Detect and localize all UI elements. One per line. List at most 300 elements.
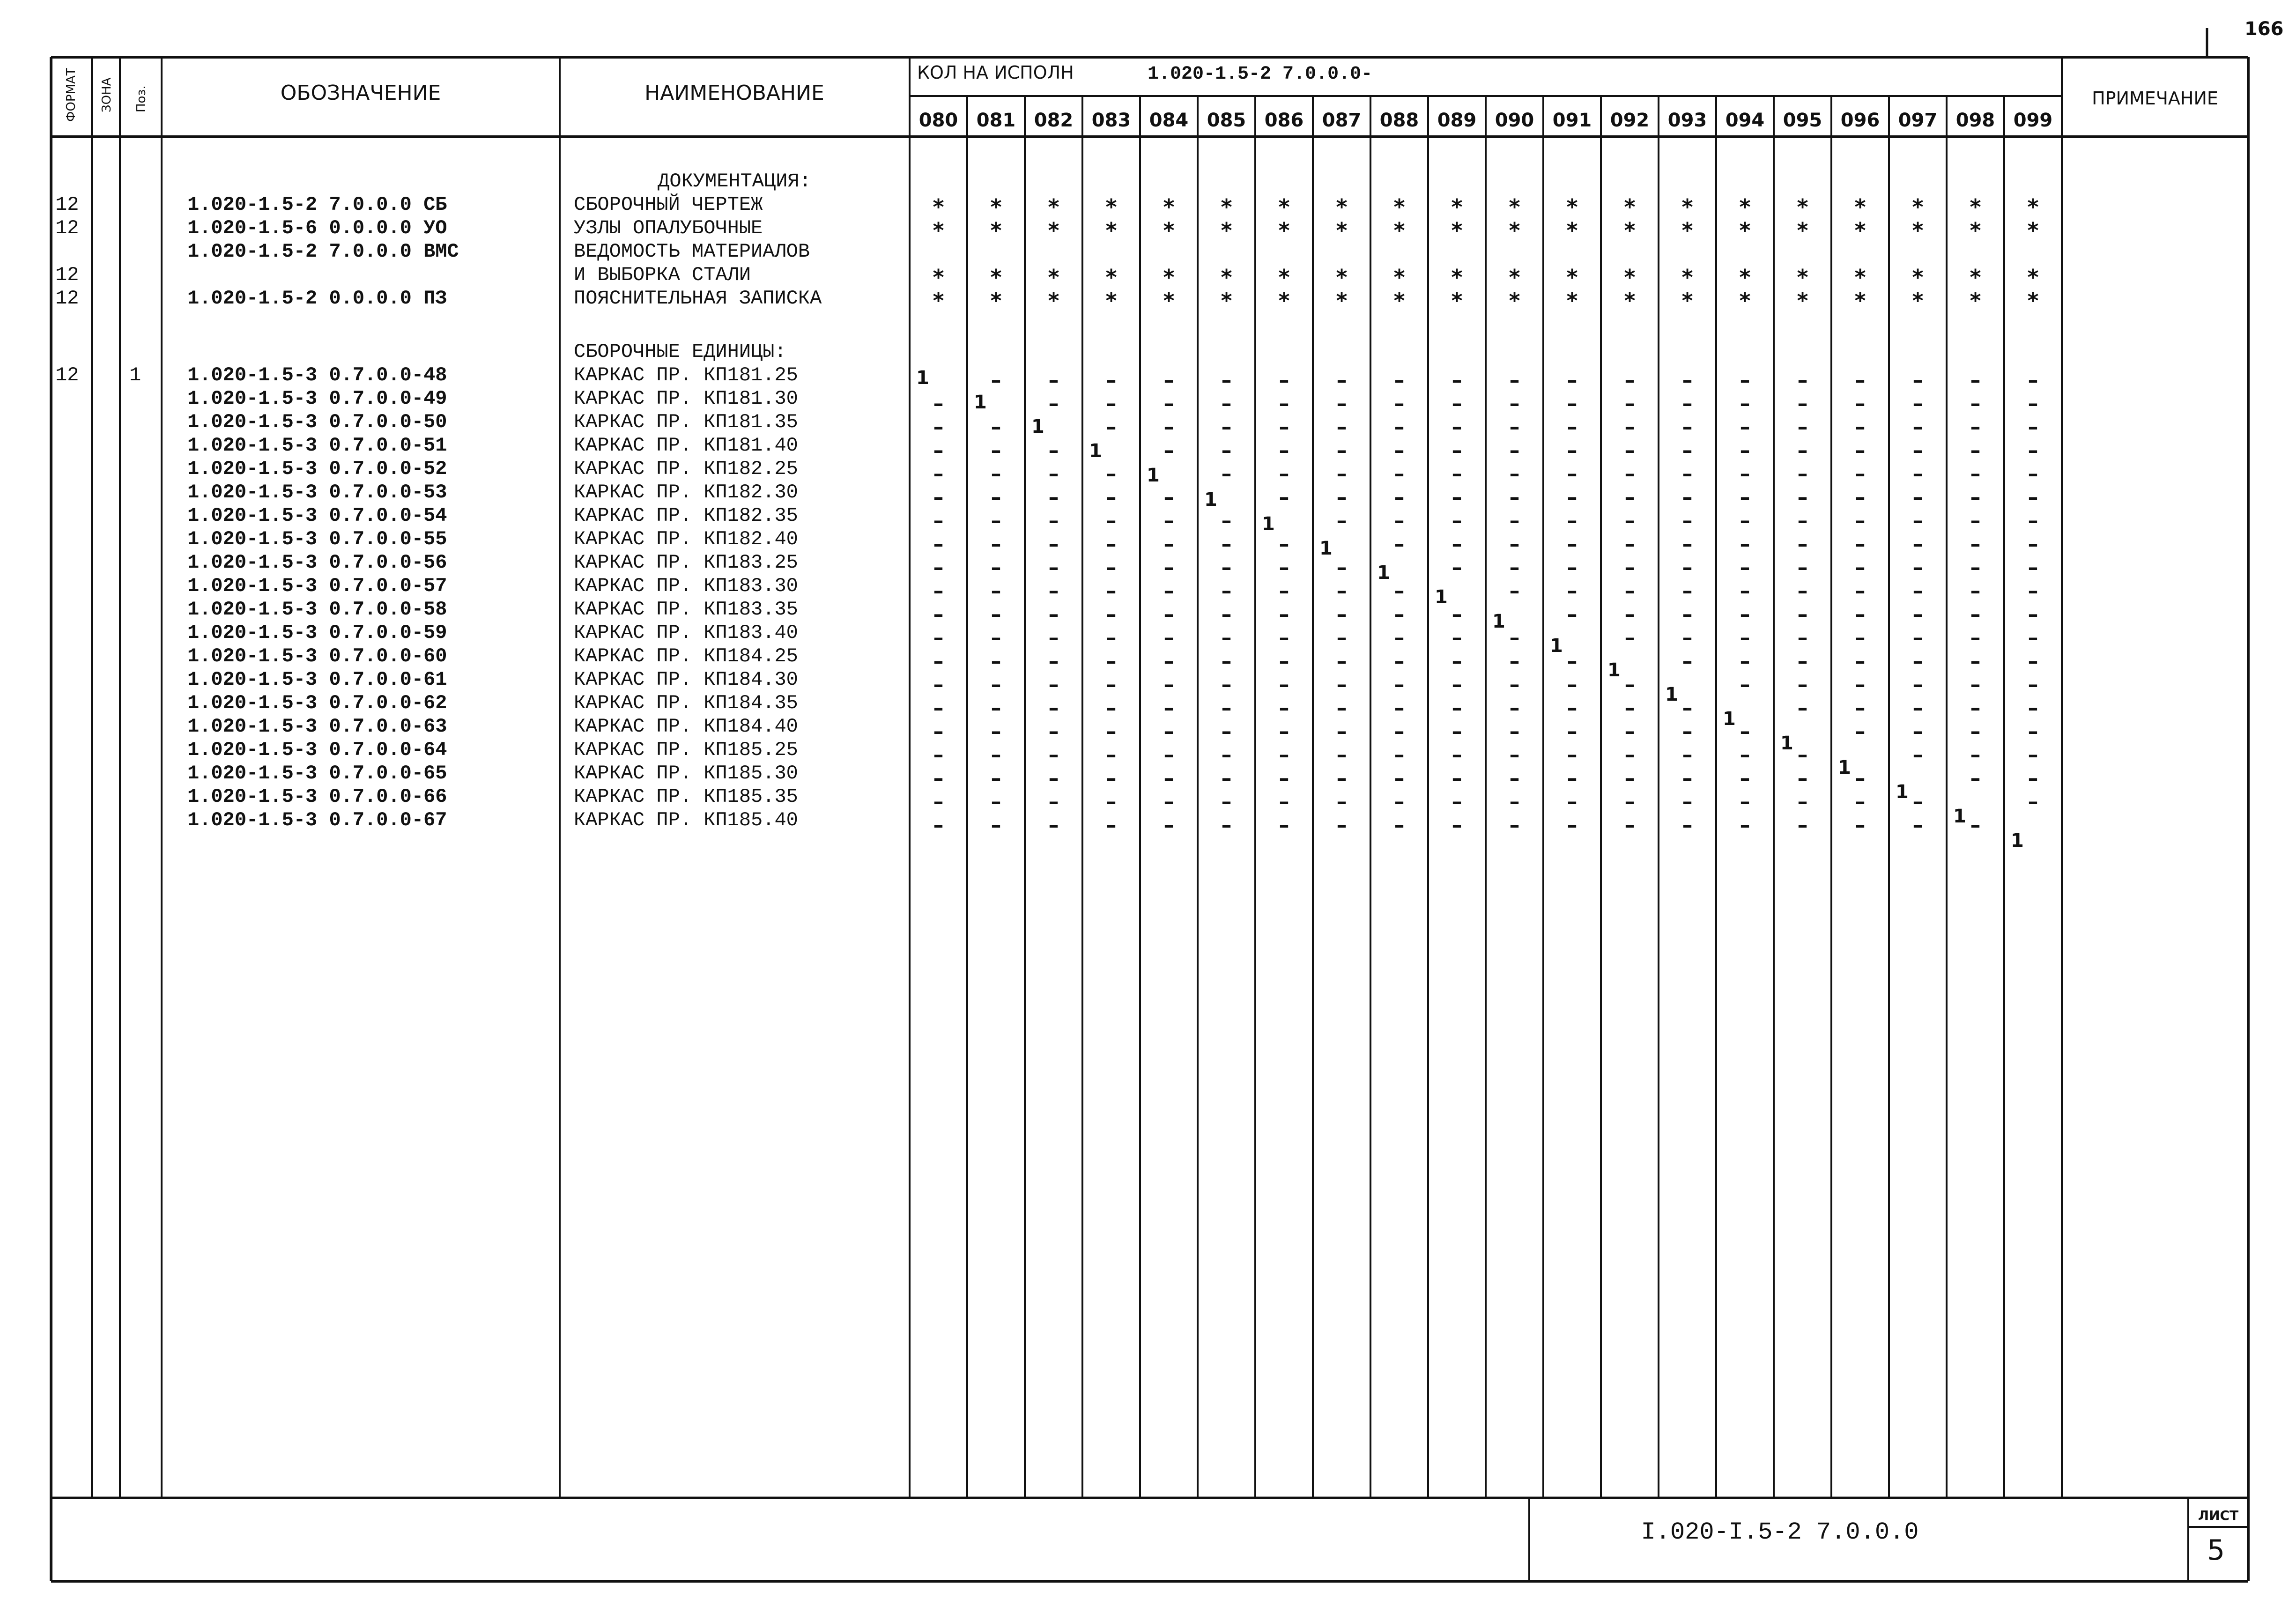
qty-none: – [1336,462,1347,486]
qty-none: – [933,532,944,556]
row-designation: 1.020-1.5-3 0.7.0.0-58 [187,598,447,621]
qty-none: – [1048,555,1059,579]
row-name: КАРКАС ПР. КП185.40 [574,809,798,831]
qty-none: – [1394,485,1405,509]
qty-none: – [1394,462,1405,486]
qty-none: – [1452,719,1462,743]
qty-none: – [1279,813,1289,837]
qty-none: – [1912,555,1923,579]
qty-none: – [1740,602,1750,626]
qty-mark: * [1336,218,1348,243]
row-designation: 1.020-1.5-3 0.7.0.0-50 [187,411,447,433]
qty-none: – [1106,649,1117,673]
qty-mark: * [1970,265,1981,290]
qty-one: 1 [1780,733,1793,754]
qty-none: – [1509,719,1520,743]
qty-none: – [1163,438,1174,462]
qty-none: – [1394,696,1405,720]
variant-header: 096 [1840,110,1880,131]
qty-none: – [1336,438,1347,462]
qty-none: – [1567,532,1578,556]
qty-none: – [1452,649,1462,673]
qty-none: – [1624,766,1635,790]
qty-mark: * [1912,218,1924,243]
qty-mark: * [1797,265,1808,290]
qty-none: – [1797,415,1808,439]
qty-none: – [1970,509,1981,533]
qty-none: – [1394,509,1405,533]
qty-none: – [2028,626,2038,650]
qty-none: – [1394,438,1405,462]
qty-mark: * [2027,218,2039,243]
qty-mark: * [990,288,1002,313]
row-designation: 1.020-1.5-3 0.7.0.0-67 [187,809,447,831]
qty-mark: * [1509,288,1520,313]
qty-none: – [1163,392,1174,415]
qty-none: – [1509,649,1520,673]
qty-none: – [1106,532,1117,556]
qty-none: – [1624,555,1635,579]
qty-none: – [1106,368,1117,392]
qty-none: – [1970,462,1981,486]
qty-none: – [1740,813,1750,837]
qty-none: – [1912,602,1923,626]
qty-none: – [1221,438,1232,462]
qty-none: – [1452,532,1462,556]
qty-none: – [1509,532,1520,556]
qty-mark: * [2027,194,2039,220]
qty-none: – [1106,743,1117,767]
qty-mark: * [1221,194,1232,220]
qty-none: – [2028,438,2038,462]
qty-none: – [1912,790,1923,814]
qty-none: – [1970,532,1981,556]
row-designation: 1.020-1.5-3 0.7.0.0-56 [187,551,447,574]
qty-mark: * [990,265,1002,290]
qty-none: – [1682,532,1693,556]
qty-none: – [1567,790,1578,814]
variant-header: 098 [1955,110,1995,131]
qty-none: – [1624,673,1635,696]
qty-mark: * [933,265,944,290]
qty-none: – [1624,485,1635,509]
qty-none: – [1452,790,1462,814]
qty-mark: * [1854,288,1866,313]
qty-mark: * [1105,265,1117,290]
qty-mark: * [1854,265,1866,290]
qty-none: – [1970,368,1981,392]
row-name: КАРКАС ПР. КП184.40 [574,715,798,738]
qty-none: – [1279,368,1289,392]
row-designation: 1.020-1.5-3 0.7.0.0-57 [187,575,447,597]
qty-none: – [1221,673,1232,696]
qty-none: – [1797,509,1808,533]
variant-header: 097 [1898,110,1938,131]
qty-one: 1 [1089,440,1102,462]
qty-none: – [1567,766,1578,790]
qty-none: – [1048,673,1059,696]
qty-none: – [933,602,944,626]
qty-mark: * [1624,218,1636,243]
qty-none: – [1682,766,1693,790]
qty-none: – [1163,579,1174,603]
qty-none: – [1912,392,1923,415]
qty-none: – [1221,696,1232,720]
qty-none: – [1163,532,1174,556]
sheet-label: ЛИСТ [2198,1508,2239,1523]
qty-none: – [1452,555,1462,579]
qty-one: 1 [1319,538,1333,559]
qty-mark: * [1105,194,1117,220]
documentation-rows [55,170,822,310]
qty-none: – [1855,532,1866,556]
qty-one: 1 [1435,586,1448,608]
qty-mark: * [1278,218,1290,243]
row-name: КАРКАС ПР. КП183.30 [574,575,798,597]
qty-mark: * [1509,194,1520,220]
qty-none: – [1970,673,1981,696]
qty-one: 1 [1031,416,1044,437]
qty-mark: * [1566,194,1578,220]
qty-none: – [1221,509,1232,533]
qty-none: – [1106,696,1117,720]
qty-none: – [1452,509,1462,533]
variant-header: 091 [1552,110,1592,131]
qty-none: – [1452,813,1462,837]
qty-none: – [933,509,944,533]
qty-none: – [1912,743,1923,767]
variant-header: 083 [1091,110,1131,131]
qty-none: – [1279,649,1289,673]
qty-none: – [1682,602,1693,626]
qty-none: – [1567,438,1578,462]
qty-none: – [1048,719,1059,743]
qty-none: – [1163,415,1174,439]
qty-none: – [1279,602,1289,626]
qty-none: – [1682,555,1693,579]
variant-header: 081 [976,110,1016,131]
header-designation: ОБОЗНАЧЕНИЕ [280,81,441,105]
qty-none: – [1221,415,1232,439]
qty-none: – [1624,509,1635,533]
qty-one: 1 [1723,708,1736,730]
qty-none: – [1452,602,1462,626]
qty-none: – [1336,649,1347,673]
qty-one: 1 [1262,513,1275,535]
qty-none: – [1855,509,1866,533]
row-name: УЗЛЫ ОПАЛУБОЧНЫЕ [574,217,763,239]
qty-none: – [1682,509,1693,533]
qty-none: – [1106,415,1117,439]
qty-none: – [1970,579,1981,603]
qty-none: – [1797,626,1808,650]
qty-none: – [1279,673,1289,696]
qty-none: – [2028,368,2038,392]
row-name: КАРКАС ПР. КП185.30 [574,762,798,785]
qty-none: – [1336,392,1347,415]
qty-none: – [933,555,944,579]
qty-none: – [991,579,1001,603]
qty-mark: * [1336,288,1348,313]
qty-none: – [1394,766,1405,790]
qty-none: – [1797,579,1808,603]
qty-none: – [1221,555,1232,579]
qty-mark: * [1739,218,1751,243]
qty-none: – [933,579,944,603]
row-designation: 1.020-1.5-3 0.7.0.0-63 [187,715,447,738]
qty-mark: * [1048,218,1059,243]
qty-none: – [2028,743,2038,767]
qty-none: – [1855,392,1866,415]
qty-none: – [1279,462,1289,486]
qty-none: – [1624,626,1635,650]
qty-none: – [1106,579,1117,603]
qty-none: – [1740,766,1750,790]
row-name: КАРКАС ПР. КП182.30 [574,481,798,503]
qty-mark: * [1221,218,1232,243]
qty-none: – [1797,673,1808,696]
qty-none: – [1163,368,1174,392]
qty-none: – [1855,649,1866,673]
qty-none: – [1452,438,1462,462]
qty-none: – [1394,368,1405,392]
qty-none: – [1855,368,1866,392]
qty-none: – [1509,462,1520,486]
qty-none: – [1048,485,1059,509]
qty-none: – [1048,649,1059,673]
qty-none: – [1682,626,1693,650]
row-designation: 1.020-1.5-3 0.7.0.0-65 [187,762,447,785]
qty-none: – [1567,555,1578,579]
qty-none: – [1336,790,1347,814]
row-designation: 1.020-1.5-3 0.7.0.0-51 [187,434,447,457]
qty-none: – [1509,743,1520,767]
qty-none: – [991,602,1001,626]
qty-none: – [1797,766,1808,790]
variant-header: 082 [1034,110,1074,131]
qty-none: – [1106,392,1117,415]
qty-none: – [991,438,1001,462]
qty-none: – [1912,673,1923,696]
qty-none: – [1048,532,1059,556]
qty-none: – [933,719,944,743]
variant-header: 087 [1322,110,1362,131]
sheet-number: 5 [2207,1534,2225,1567]
qty-none: – [1106,485,1117,509]
qty-none: – [1221,766,1232,790]
qty-mark: * [1970,288,1981,313]
qty-one: 1 [1147,465,1160,486]
qty-mark: * [1739,288,1751,313]
row-designation: 1.020-1.5-2 7.0.0.0 ВМС [187,240,459,263]
qty-none: – [1048,509,1059,533]
qty-none: – [1682,392,1693,415]
qty-mark: * [1278,194,1290,220]
qty-none: – [1048,790,1059,814]
qty-none: – [1336,696,1347,720]
qty-none: – [933,438,944,462]
qty-none: – [1221,462,1232,486]
qty-none: – [1509,696,1520,720]
qty-none: – [1048,368,1059,392]
qty-none: – [1797,743,1808,767]
qty-none: – [1797,602,1808,626]
qty-none: – [991,673,1001,696]
qty-none: – [1855,555,1866,579]
qty-none: – [1912,813,1923,837]
qty-none: – [933,673,944,696]
qty-none: – [1970,743,1981,767]
qty-none: – [1336,673,1347,696]
qty-mark: * [1566,288,1578,313]
qty-none: – [1221,392,1232,415]
qty-none: – [1279,743,1289,767]
qty-none: – [1682,790,1693,814]
row-designation: 1.020-1.5-2 0.0.0.0 ПЗ [187,287,447,310]
qty-none: – [1394,649,1405,673]
qty-none: – [1509,813,1520,837]
qty-none: – [1912,485,1923,509]
qty-mark: * [1105,288,1117,313]
row-designation: 1.020-1.5-3 0.7.0.0-61 [187,668,447,691]
qty-none: – [1740,368,1750,392]
row-designation: 1.020-1.5-3 0.7.0.0-52 [187,458,447,480]
qty-none: – [2028,415,2038,439]
qty-none: – [1048,438,1059,462]
row-designation: 1.020-1.5-3 0.7.0.0-53 [187,481,447,503]
qty-none: – [1797,555,1808,579]
qty-none: – [1912,649,1923,673]
qty-none: – [991,649,1001,673]
qty-none: – [1163,743,1174,767]
qty-none: – [1624,696,1635,720]
qty-none: – [1740,649,1750,673]
variant-header: 088 [1379,110,1419,131]
variant-header: 086 [1264,110,1304,131]
qty-none: – [1279,766,1289,790]
qty-none: – [1970,696,1981,720]
qty-none: – [1970,602,1981,626]
qty-none: – [1106,602,1117,626]
qty-none: – [1163,485,1174,509]
qty-none: – [1336,555,1347,579]
variant-header: 099 [2013,110,2053,131]
qty-mark: * [1451,218,1463,243]
qty-none: – [1682,743,1693,767]
qty-none: – [1682,415,1693,439]
qty-none: – [1567,673,1578,696]
qty-none: – [1740,462,1750,486]
row-designation: 1.020-1.5-6 0.0.0.0 УО [187,217,447,239]
variant-header: 094 [1725,110,1765,131]
qty-mark: * [1970,218,1981,243]
qty-none: – [933,626,944,650]
qty-none: – [2028,790,2038,814]
qty-none: – [1682,462,1693,486]
row-format: 12 [55,364,79,386]
qty-mark: * [1163,288,1175,313]
qty-none: – [1279,696,1289,720]
qty-none: – [1221,743,1232,767]
qty-none: – [1740,719,1750,743]
doc-number: I.020-I.5-2 7.0.0.0 [1641,1518,1919,1546]
qty-none: – [1221,626,1232,650]
qty-none: – [1221,649,1232,673]
variant-header: 095 [1783,110,1822,131]
qty-mark: * [1681,218,1693,243]
qty-none: – [1163,766,1174,790]
qty-mark: * [1624,194,1636,220]
qty-none: – [1394,790,1405,814]
row-name: КАРКАС ПР. КП183.40 [574,622,798,644]
qty-mark: * [1221,288,1232,313]
qty-none: – [1567,579,1578,603]
qty-none: – [1855,766,1866,790]
qty-none: – [2028,555,2038,579]
row-designation: 1.020-1.5-2 7.0.0.0 СБ [187,193,447,216]
qty-none: – [1624,790,1635,814]
qty-none: – [2028,766,2038,790]
qty-mark: * [2027,265,2039,290]
row-format: 12 [55,287,79,310]
row-name: КАРКАС ПР. КП181.40 [574,434,798,457]
qty-none: – [1106,509,1117,533]
qty-none: – [1452,626,1462,650]
qty-none: – [1048,602,1059,626]
qty-none: – [1797,392,1808,415]
qty-none: – [933,485,944,509]
qty-one: 1 [1492,611,1505,632]
qty-none: – [1740,626,1750,650]
qty-none: – [1567,719,1578,743]
qty-none: – [991,509,1001,533]
qty-none: – [1912,626,1923,650]
qty-none: – [1394,743,1405,767]
qty-none: – [2028,602,2038,626]
qty-none: – [1336,813,1347,837]
qty-mark: * [1797,218,1808,243]
qty-mark: * [1681,288,1693,313]
qty-none: – [1279,438,1289,462]
qty-none: – [1221,368,1232,392]
qty-none: – [1509,415,1520,439]
variant-header: 084 [1149,110,1189,131]
qty-none: – [1567,743,1578,767]
qty-none: – [1912,462,1923,486]
row-designation: 1.020-1.5-3 0.7.0.0-62 [187,692,447,714]
qty-none: – [1509,766,1520,790]
variant-header: 093 [1667,110,1707,131]
qty-none: – [991,368,1001,392]
qty-none: – [1797,485,1808,509]
qty-mark: * [1393,265,1405,290]
qty-none: – [1394,392,1405,415]
row-designation: 1.020-1.5-3 0.7.0.0-64 [187,739,447,761]
qty-none: – [1624,602,1635,626]
qty-none: – [1336,368,1347,392]
qty-mark: * [1912,194,1924,220]
qty-none: – [1912,368,1923,392]
qty-none: – [991,766,1001,790]
row-designation: 1.020-1.5-3 0.7.0.0-55 [187,528,447,550]
qty-none: – [991,555,1001,579]
variant-header: 085 [1207,110,1246,131]
qty-none: – [1624,813,1635,837]
qty-none: – [1740,485,1750,509]
header-note: ПРИМЕЧАНИЕ [2092,88,2218,109]
row-name: СБОРОЧНЫЙ ЧЕРТЕЖ [574,193,763,216]
qty-none: – [1336,509,1347,533]
